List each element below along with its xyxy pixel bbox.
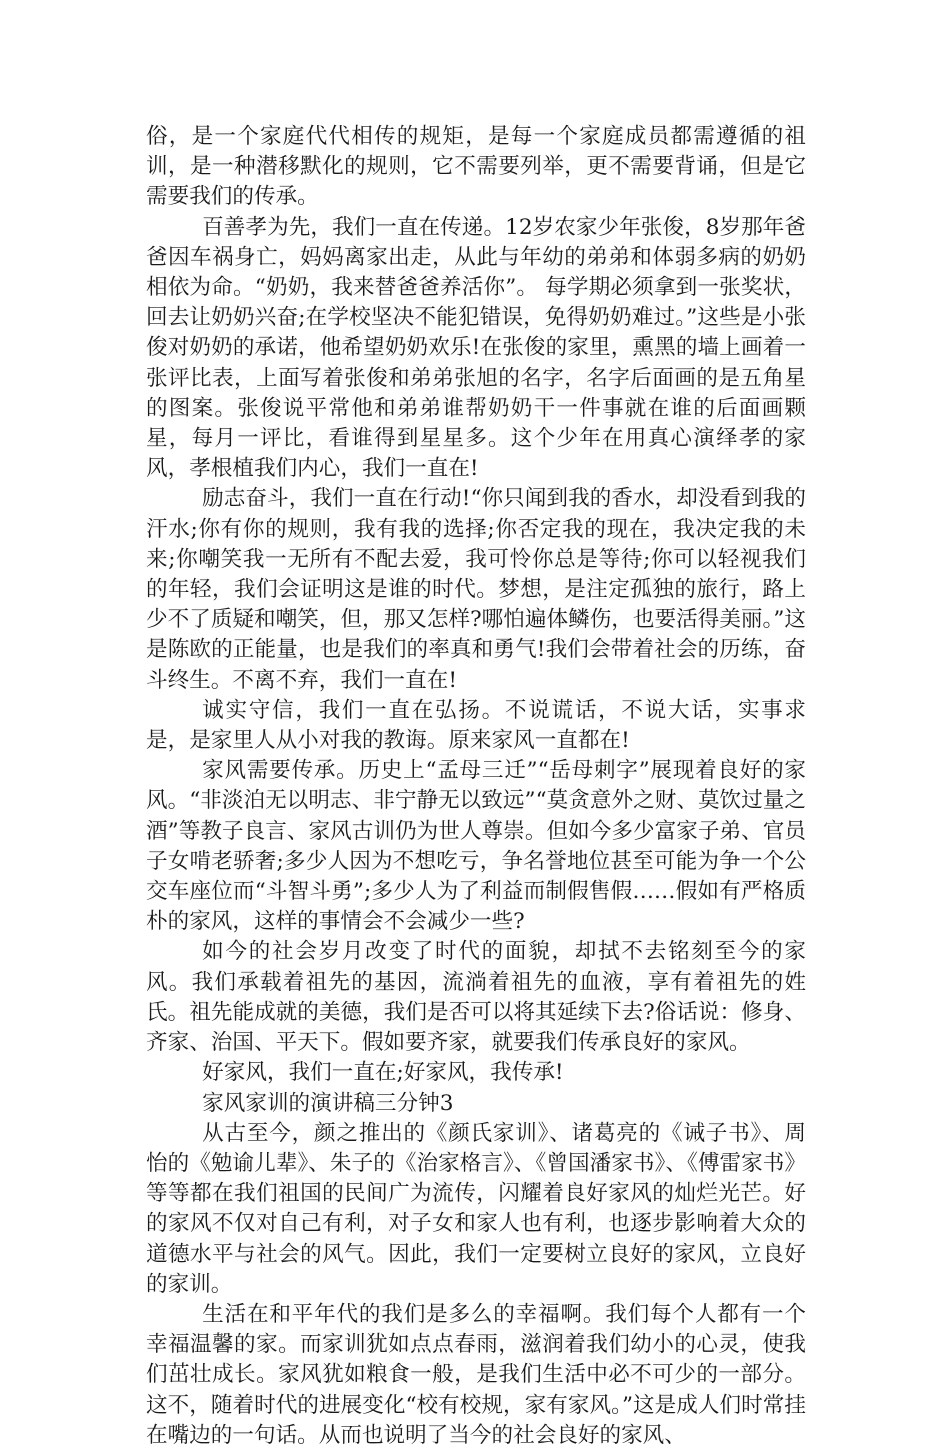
paragraph: 百善孝为先，我们一直在传递。12岁农家少年张俊，8岁那年爸爸因车祸身亡，妈妈离家出走，从此与年幼的弟弟和体弱多病的奶奶相依为命。“奶奶，我来替爸爸养活你”。 每学期必须拿到一张奖状，回去让奶奶兴奋;在学校坚决不能犯错误，免得奶奶难过。”这些是小张俊对奶奶的承诺，他希望奶奶欢乐!在张俊的家里，熏黑的墙上画着一张评比表，上面写着张俊和弟弟张旭的名字，名字后面画的是五角星的图案。张俊说平常他和弟弟谁帮奶奶干一件事就在谁的后面画颗星，每月一评比，看谁得到星星多。这个少年在用真心演绎孝的家风，孝根植我们内心，我们一直在!: [146, 214, 806, 482]
paragraph: 家风需要传承。历史上“孟母三迁”“岳母刺字”展现着良好的家风。“非淡泊无以明志、非宁静无以致远”“莫贪意外之财、莫饮过量之酒”等教子良言、家风古训仍为世人尊崇。但如今多少富家子弟、官员子女啃老骄奢;多少人因为不想吃亏，争名誉地位甚至可能为争一个公交车座位而“斗智斗勇”;多少人为了利益而制假售假……假如有严格质朴的家风，这样的事情会不会减少一些?: [146, 758, 806, 935]
section-title: 家风家训的演讲稿三分钟3: [202, 1090, 454, 1116]
paragraph: 俗，是一个家庭代代相传的规矩，是每一个家庭成员都需遵循的祖训，是一种潜移默化的规则，它不需要列举，更不需要背诵，但是它需要我们的传承。: [146, 124, 806, 210]
paragraph: 诚实守信，我们一直在弘扬。不说谎话，不说大话，实事求是，是家里人从小对我的教诲。原来家风一直都在!: [146, 697, 806, 754]
paragraph: 励志奋斗，我们一直在行动!“你只闻到我的香水，却没看到我的汗水;你有你的规则，我有我的选择;你否定我的现在，我决定我的未来;你嘲笑我一无所有不配去爱，我可怜你总是等待;你可以轻视我们的年轻，我们会证明这是谁的时代。梦想，是注定孤独的旅行，路上少不了质疑和嘲笑，但，那又怎样?哪怕遍体鳞伤，也要活得美丽。”这是陈欧的正能量，也是我们的率真和勇气!我们会带着社会的历练，奋斗终生。不离不弃，我们一直在!: [146, 486, 806, 693]
paragraph: 从古至今，颜之推出的《颜氏家训》、诸葛亮的《诫子书》、周怡的《勉谕儿辈》、朱子的《治家格言》、《曾国潘家书》、《傅雷家书》等等都在我们祖国的民间广为流传，闪耀着良好家风的灿烂光芒。好的家风不仅对自己有利，对子女和家人也有利，也逐步影响着大众的道德水平与社会的风气。因此，我们一定要树立良好的家风，立良好的家训。: [146, 1120, 806, 1297]
paragraph: 生活在和平年代的我们是多么的幸福啊。我们每个人都有一个幸福温馨的家。而家训犹如点点春雨，滋润着我们幼小的心灵，使我们茁壮成长。家风犹如粮食一般，是我们生活中必不可少的一部分。这不，随着时代的进展变化“校有校规，家有家风。”这是成人们时常挂在嘴边的一句话。从而也说明了当今的社会良好的家风、: [146, 1301, 806, 1448]
document-body: [146, 122, 806, 1451]
paragraph: 如今的社会岁月改变了时代的面貌，却拭不去铭刻至今的家风。我们承载着祖先的基因，流淌着祖先的血液，享有着祖先的姓氏。祖先能成就的美德，我们是否可以将其延续下去?俗话说：修身、齐家、治国、平天下。假如要齐家，就要我们传承良好的家风。: [146, 939, 806, 1056]
paragraph: 好家风，我们一直在;好家风，我传承!: [202, 1060, 564, 1086]
